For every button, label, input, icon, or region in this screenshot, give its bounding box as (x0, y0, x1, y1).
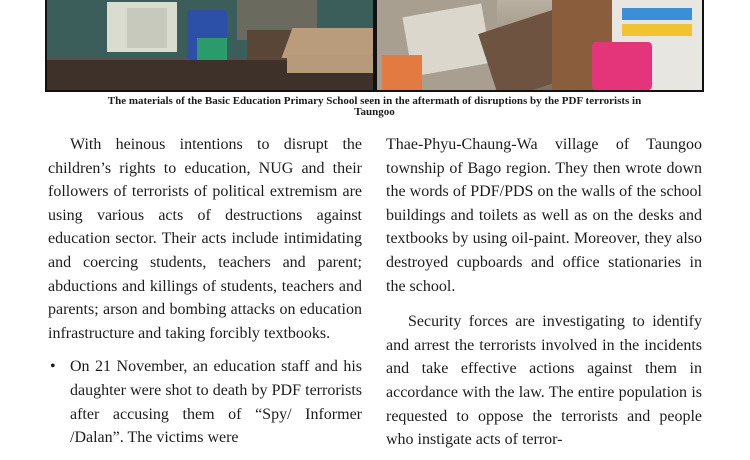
caption-line-1: The materials of the Basic Education Primary School seen in the aftermath of disruptions by the PDF terrorists in (107, 95, 642, 107)
continued-paragraph: Thae-Phyu-Chaung-Wa village of Taungoo township of Bago region. They then wrote down the words of PDF/PDS on the walls of the school buildings and toilets as well as on the desks and textbooks by using oil-paint. Moreover, they also destroyed cupboards and office stationaries in the school. (386, 136, 702, 295)
bullet-icon: • (50, 358, 56, 376)
left-column (48, 133, 362, 450)
destroyed-office-photo (377, 0, 702, 90)
classroom-photo (47, 0, 373, 90)
intro-paragraph: With heinous intentions to disrupt the children’s rights to education, NUG and their followers of terrorists of political extremism are using various acts of destructions against education sector. Their acts include intimidating and coercing students, teachers and parent; abductions and killings of students, teachers and parents; arson and bombing attacks on education infrastructure and taking forcibly textbooks. (48, 136, 362, 342)
photo-strip (45, 0, 704, 92)
caption-line-2: Taungoo (354, 106, 395, 118)
bullet-text: On 21 November, an education staff and his daughter were shot to death by PDF terrorists after accusing them of “Spy/ Informer /Dalan”. The victims were (70, 358, 362, 447)
security-paragraph: Security forces are investigating to identify and arrest the terrorists involved in the incidents and take effective actions against them in accordance with the law. The entire population is requested to oppose the terrorists and people who instigate acts of terror- (386, 313, 702, 449)
right-column (386, 133, 702, 452)
bullet-item (48, 355, 362, 449)
photo-caption (45, 96, 704, 118)
